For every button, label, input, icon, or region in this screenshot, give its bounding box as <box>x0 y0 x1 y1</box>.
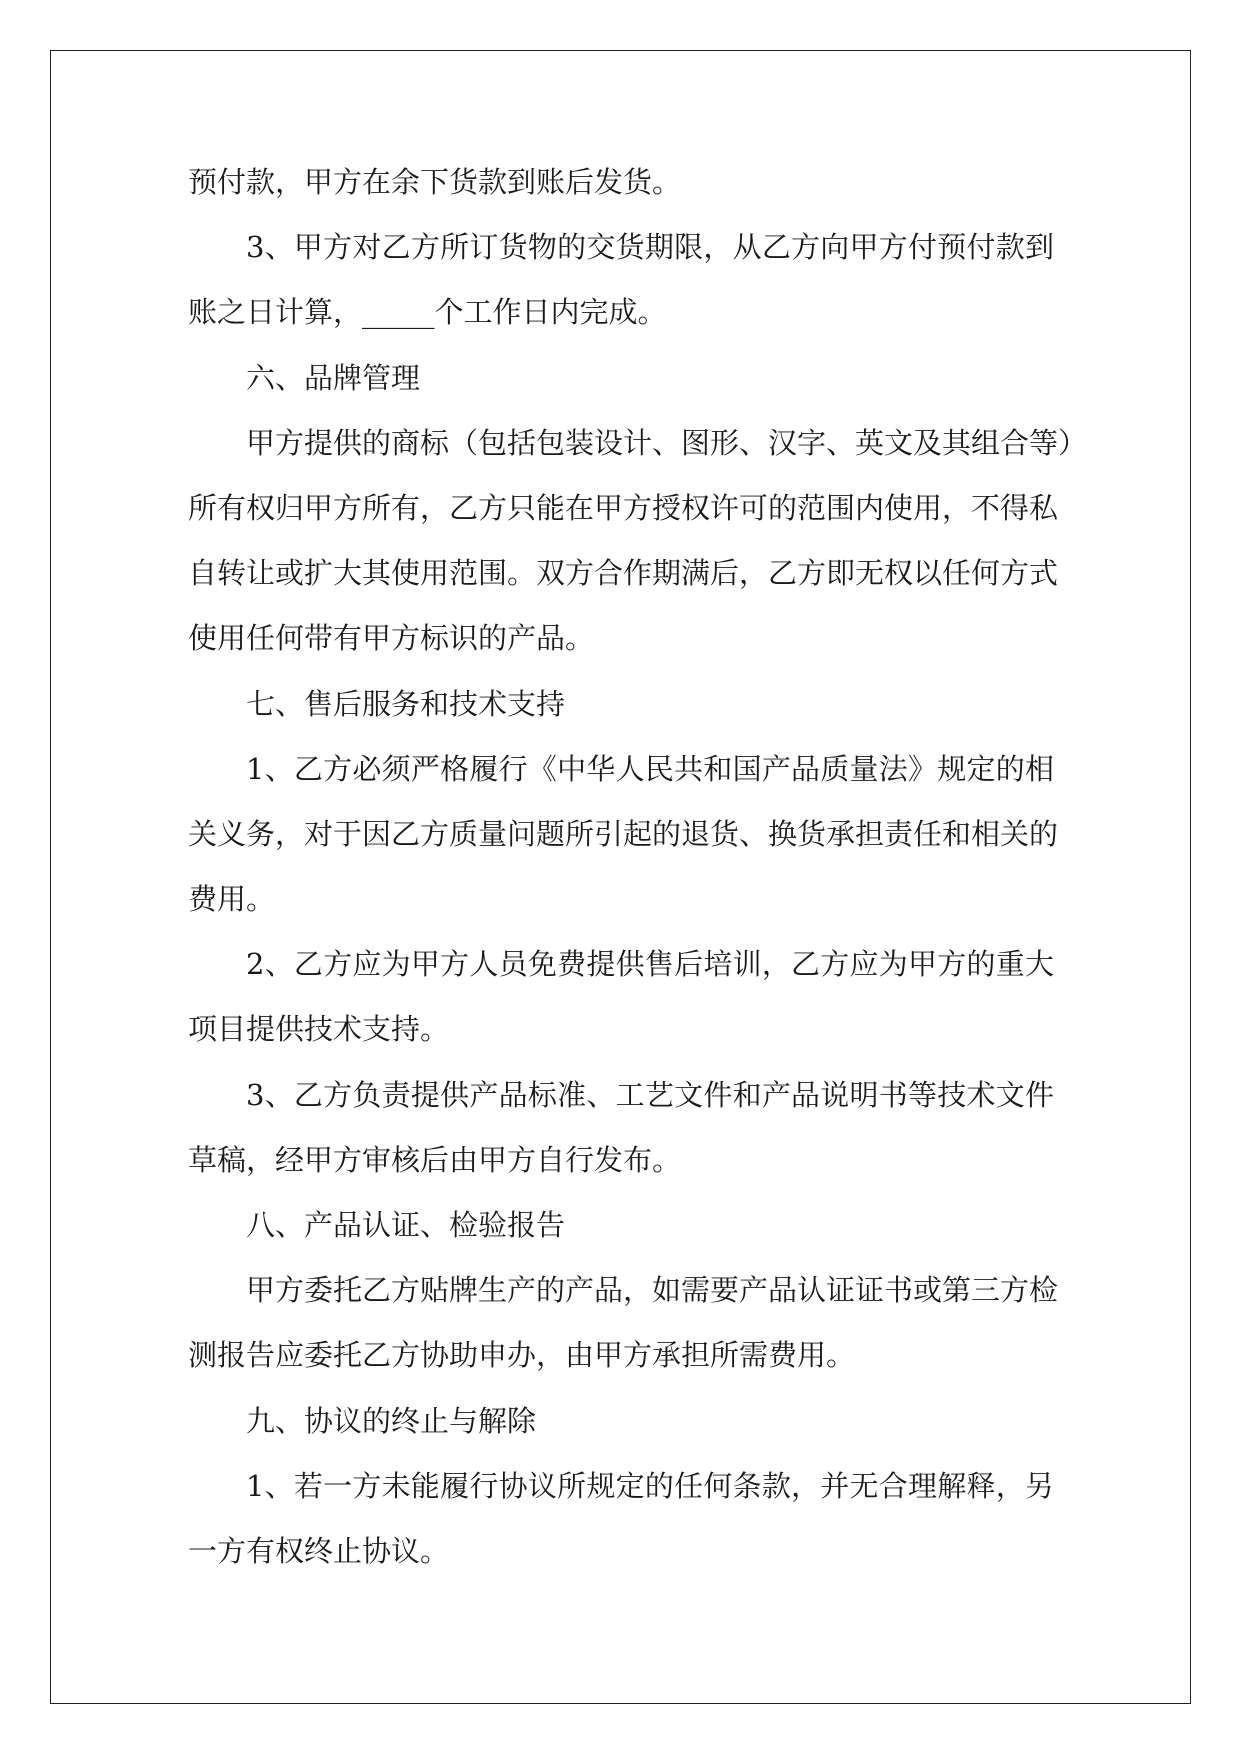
paragraph-line: 费用。 <box>188 882 276 917</box>
paragraph-line: 甲方提供的商标（包括包装设计、图形、汉字、英文及其组合等） <box>246 425 1088 460</box>
paragraph-line: 预付款，甲方在余下货款到账后发货。 <box>188 165 682 199</box>
paragraph-line: 2、乙方应为甲方人员免费提供售后培训，乙方应为甲方的重大 <box>246 947 1054 982</box>
paragraph-line: 关义务，对于因乙方质量问题所引起的退货、换货承担责任和相关的 <box>188 816 1059 851</box>
paragraph-line: 账之日计算，_____个工作日内完成。 <box>188 295 667 330</box>
paragraph-line: 一方有权终止协议。 <box>188 1533 450 1568</box>
section-heading: 八、产品认证、检验报告 <box>246 1208 566 1242</box>
section-heading: 六、品牌管理 <box>246 360 421 395</box>
section-heading: 七、售后服务和技术支持 <box>246 686 566 721</box>
paragraph-line: 测报告应委托乙方协助申办，由甲方承担所需费用。 <box>188 1338 856 1373</box>
paragraph-line: 所有权归甲方所有，乙方只能在甲方授权许可的范围内使用，不得私 <box>188 490 1059 525</box>
paragraph-line: 3、乙方负责提供产品标准、工艺文件和产品说明书等技术文件 <box>246 1077 1054 1112</box>
document-body <box>188 150 1088 1584</box>
paragraph-line: 1、若一方未能履行协议所规定的任何条款，并无合理解释，另 <box>246 1468 1054 1503</box>
paragraph-line: 草稿，经甲方审核后由甲方自行发布。 <box>188 1142 682 1177</box>
paragraph-line: 项目提供技术支持。 <box>188 1012 450 1047</box>
paragraph-line: 3、甲方对乙方所订货物的交货期限，从乙方向甲方付预付款到 <box>246 230 1054 265</box>
section-heading: 九、协议的终止与解除 <box>246 1403 537 1438</box>
paragraph-line: 使用任何带有甲方标识的产品。 <box>188 621 595 656</box>
paragraph-line: 1、乙方必须严格履行《中华人民共和国产品质量法》规定的相 <box>246 751 1054 786</box>
paragraph-line: 自转让或扩大其使用范围。双方合作期满后，乙方即无权以任何方式 <box>188 556 1059 591</box>
paragraph-line: 甲方委托乙方贴牌生产的产品，如需要产品认证证书或第三方检 <box>246 1273 1059 1308</box>
